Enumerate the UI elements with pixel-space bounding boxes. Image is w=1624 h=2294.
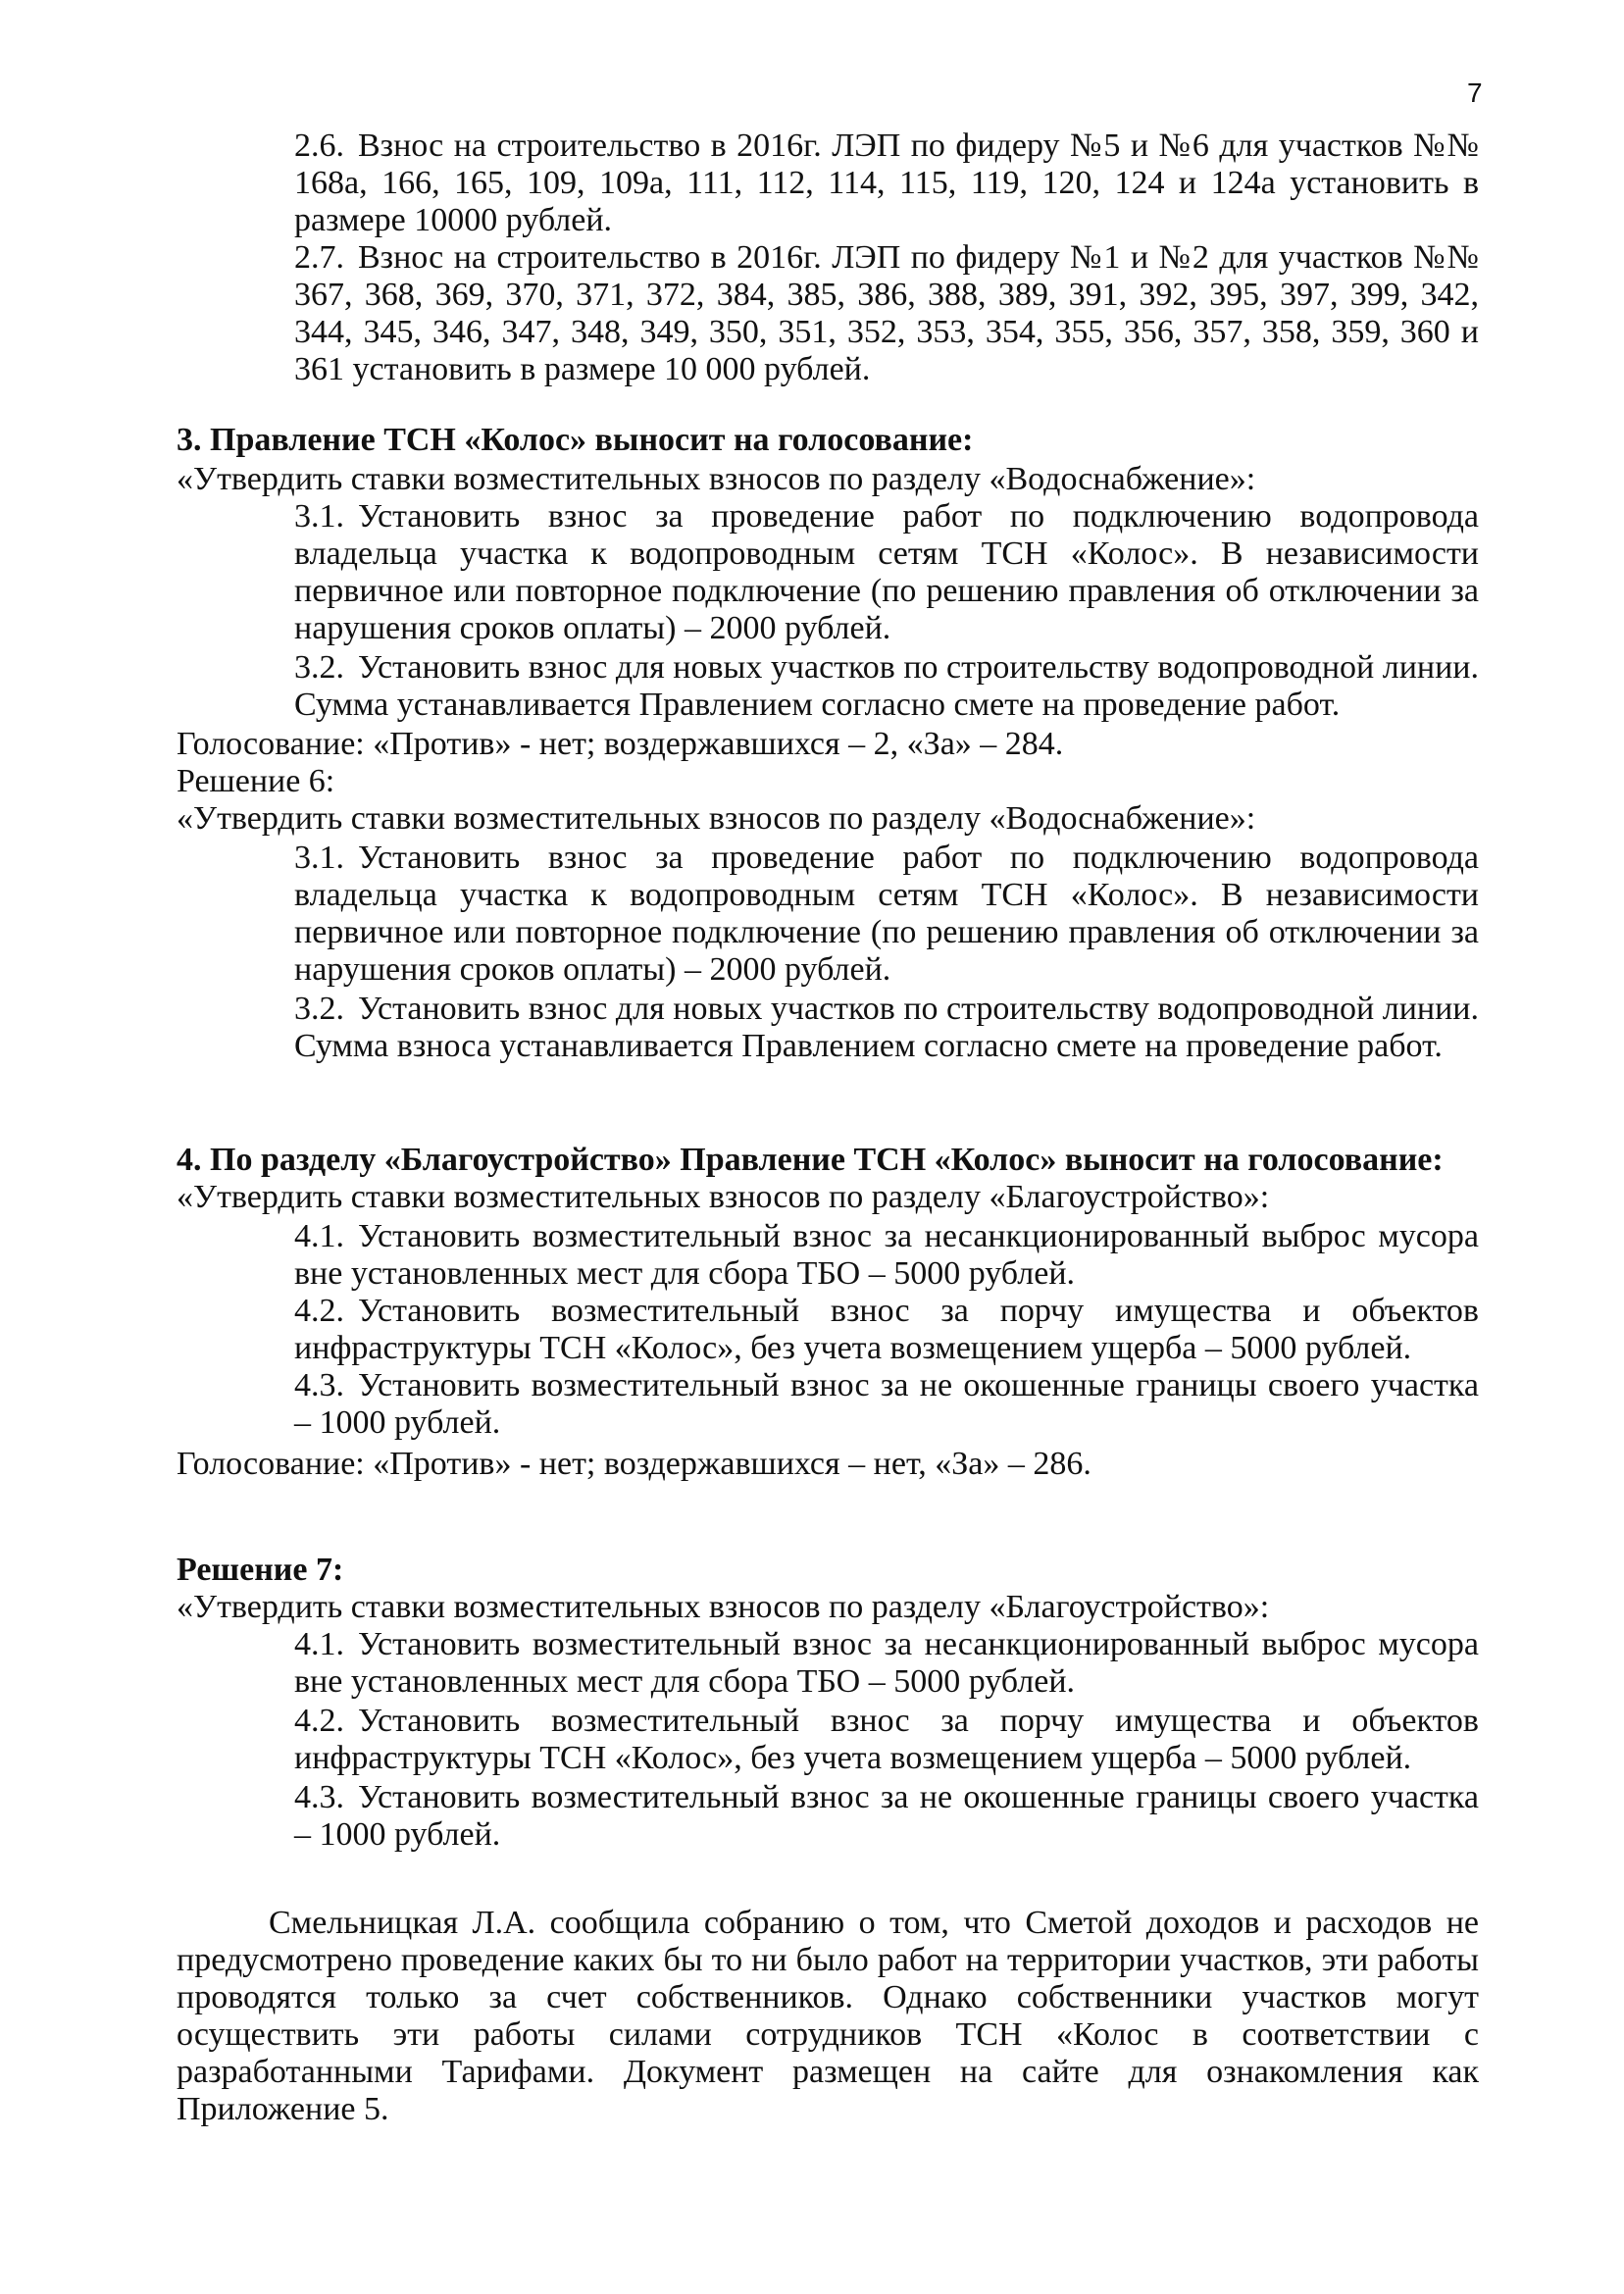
item-number: 2.6. — [294, 127, 344, 164]
item-number: 4.1. — [294, 1626, 344, 1662]
decision-title: Решение 6: — [177, 763, 335, 799]
item-text: Установить взнос для новых участков по строительству водопроводной линии. Сумма взноса устанавливается Правлением согласно смете на проведение работ. — [294, 991, 1479, 1064]
section-heading: 4. По разделу «Благоустройство» Правление ТСН «Колос» выносит на голосование: — [177, 1142, 1444, 1178]
item-number: 4.2. — [294, 1703, 344, 1739]
closing-paragraph: Смельницкая Л.А. сообщила собранию о том, что Сметой доходов и расходов не предусмотрено проведение каких бы то ни было работ на территории участков, эти работы проводятся только за счет собственников. Однако собственники участков могут осуществить эти работы силами сотрудников ТСН «Колос в соответствии с разработанными Тарифами. Документ размещен на сайте для ознакомления как Приложение 5. — [177, 1905, 1479, 2127]
item-text: Установить взнос за проведение работ по подключению водопровода владельца участка к водопроводным сетям ТСН «Колос». В независимости первичное или повторное подключение (по решению правления об отключении за нарушения сроков оплаты) – 2000 рублей. — [294, 498, 1479, 646]
section-intro: «Утвердить ставки возместительных взносов по разделу «Водоснабжение»: — [177, 461, 1256, 497]
list-item — [294, 1626, 1479, 1701]
decision-intro: «Утвердить ставки возместительных взносов по разделу «Благоустройство»: — [177, 1589, 1270, 1625]
list-item — [294, 127, 1479, 239]
vote-result: Голосование: «Против» - нет; воздержавшихся – нет, «За» – 286. — [177, 1446, 1091, 1482]
item-text: Взнос на строительство в 2016г. ЛЭП по фидеру №1 и №2 для участков №№ 367, 368, 369, 370, 371, 372, 384, 385, 386, 388, 389, 391, 392, 395, 397, 399, 342, 344, 345, 346, 347, 348, 349, 350, 351, 352, 353, 354, 355, 356, 357, 358, 359, 360 и 361 установить в размере 10 000 рублей. — [294, 239, 1479, 387]
item-text: Установить взнос для новых участков по строительству водопроводной линии. Сумма устанавливается Правлением согласно смете на проведение работ. — [294, 649, 1479, 723]
section-heading: 3. Правление ТСН «Колос» выносит на голосование: — [177, 422, 974, 458]
item-number: 4.2. — [294, 1293, 344, 1329]
item-text: Установить возместительный взнос за порчу имущества и объектов инфраструктуры ТСН «Колос», без учета возмещением ущерба – 5000 рублей. — [294, 1293, 1479, 1366]
item-text: Установить возместительный взнос за не окошенные границы своего участка – 1000 рублей. — [294, 1779, 1479, 1853]
section-intro: «Утвердить ставки возместительных взносов по разделу «Благоустройство»: — [177, 1179, 1270, 1215]
item-number: 4.3. — [294, 1779, 344, 1815]
item-text: Установить возместительный взнос за порчу имущества и объектов инфраструктуры ТСН «Колос», без учета возмещением ущерба – 5000 рублей. — [294, 1703, 1479, 1776]
vote-result: Голосование: «Против» - нет; воздержавшихся – 2, «За» – 284. — [177, 726, 1064, 762]
list-item — [294, 1779, 1479, 1854]
item-number: 3.1. — [294, 840, 344, 876]
item-text: Установить взнос за проведение работ по подключению водопровода владельца участка к водопроводным сетям ТСН «Колос». В независимости первичное или повторное подключение (по решению правления об отключении за нарушения сроков оплаты) – 2000 рублей. — [294, 840, 1479, 988]
list-item — [294, 1293, 1479, 1367]
list-item — [294, 1703, 1479, 1777]
list-item — [294, 1218, 1479, 1293]
item-text: Установить возместительный взнос за не окошенные границы своего участка – 1000 рублей. — [294, 1367, 1479, 1441]
decision-intro: «Утвердить ставки возместительных взносов по разделу «Водоснабжение»: — [177, 800, 1256, 837]
list-item — [294, 1367, 1479, 1442]
item-number: 4.3. — [294, 1367, 344, 1403]
item-number: 3.2. — [294, 649, 344, 686]
item-number: 3.1. — [294, 498, 344, 535]
list-item — [294, 991, 1479, 1065]
page-number: 7 — [1467, 77, 1483, 108]
list-item — [294, 840, 1479, 989]
item-number: 2.7. — [294, 239, 344, 276]
item-text: Взнос на строительство в 2016г. ЛЭП по фидеру №5 и №6 для участков №№ 168а, 166, 165, 109, 109а, 111, 112, 114, 115, 119, 120, 124 и 124а установить в размере 10000 рублей. — [294, 127, 1479, 238]
list-item — [294, 239, 1479, 388]
item-number: 3.2. — [294, 991, 344, 1027]
list-item — [294, 498, 1479, 647]
decision-title: Решение 7: — [177, 1552, 344, 1588]
item-number: 4.1. — [294, 1218, 344, 1254]
item-text: Установить возместительный взнос за несанкционированный выброс мусора вне установленных мест для сбора ТБО – 5000 рублей. — [294, 1626, 1479, 1700]
item-text: Установить возместительный взнос за несанкционированный выброс мусора вне установленных мест для сбора ТБО – 5000 рублей. — [294, 1218, 1479, 1292]
list-item — [294, 649, 1479, 724]
